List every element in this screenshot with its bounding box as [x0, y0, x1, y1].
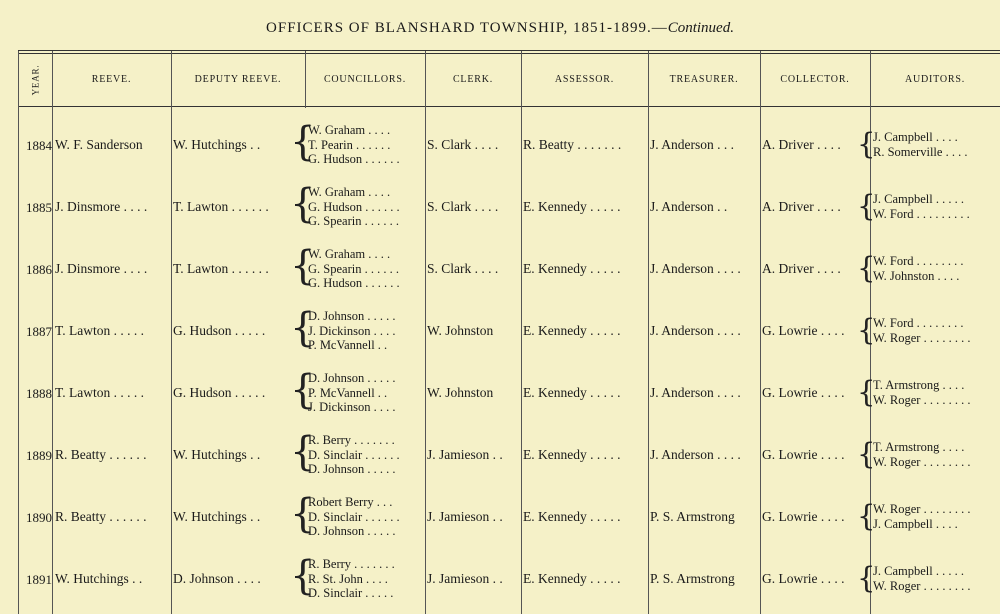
- treasurer-cell: J. Anderson . .: [650, 199, 728, 214]
- councillor-name: G. Spearin . . . . . .: [308, 214, 399, 228]
- table-row: [0, 302, 1000, 362]
- auditors-brace: {: [857, 189, 876, 223]
- councillors-brace: {: [290, 181, 316, 227]
- deputy-reeve-cell: W. Hutchings . .: [173, 447, 261, 462]
- treasurer-cell: J. Anderson . . . .: [650, 447, 741, 462]
- assessor-cell: E. Kennedy . . . . .: [523, 323, 621, 338]
- councillor-name: R. Berry . . . . . . .: [308, 433, 395, 447]
- auditors-cell: [873, 192, 997, 222]
- reeve-cell: R. Beatty . . . . . .: [55, 509, 147, 524]
- auditors-brace: {: [857, 251, 876, 285]
- table-row: [0, 178, 1000, 238]
- header-treasurer: TREASURER.: [669, 73, 739, 85]
- councillors-cell: [308, 123, 426, 167]
- assessor-cell: E. Kennedy . . . . .: [523, 571, 621, 586]
- auditors-cell: [873, 316, 997, 346]
- auditors-brace: {: [857, 561, 876, 595]
- clerk-cell: J. Jamieson . .: [427, 447, 503, 462]
- header-collector: COLLECTOR.: [780, 73, 850, 85]
- treasurer-cell: J. Anderson . . .: [650, 137, 734, 152]
- year-cell: 1890: [26, 510, 52, 525]
- table-row: [0, 426, 1000, 486]
- councillor-name: D. Johnson . . . . .: [308, 371, 396, 385]
- auditors-cell: [873, 502, 997, 532]
- year-cell: 1885: [26, 200, 52, 215]
- clerk-cell: S. Clark . . . .: [427, 199, 499, 214]
- auditor-name: J. Campbell . . . . .: [873, 192, 964, 206]
- auditor-name: J. Campbell . . . .: [873, 517, 958, 531]
- table-row: [0, 550, 1000, 610]
- councillor-name: P. McVannell . .: [308, 338, 388, 352]
- auditor-name: W. Roger . . . . . . . .: [873, 393, 971, 407]
- clerk-cell: S. Clark . . . .: [427, 261, 499, 276]
- councillors-cell: [308, 185, 426, 229]
- councillors-brace: {: [290, 429, 316, 475]
- auditors-cell: [873, 564, 997, 594]
- reeve-cell: J. Dinsmore . . . .: [55, 199, 148, 214]
- assessor-cell: E. Kennedy . . . . .: [523, 385, 621, 400]
- councillors-brace: {: [290, 305, 316, 351]
- header-bottom-rule: [18, 106, 1000, 107]
- treasurer-cell: J. Anderson . . . .: [650, 261, 741, 276]
- deputy-reeve-cell: D. Johnson . . . .: [173, 571, 261, 586]
- collector-cell: G. Lowrie . . . .: [762, 385, 845, 400]
- table-top-rule: [18, 50, 1000, 51]
- auditors-cell: [873, 440, 997, 470]
- auditors-cell: [873, 254, 997, 284]
- year-cell: 1886: [26, 262, 52, 277]
- auditor-name: W. Roger . . . . . . . .: [873, 502, 971, 516]
- councillors-brace: {: [290, 553, 316, 599]
- auditor-name: T. Armstrong . . . .: [873, 440, 965, 454]
- councillor-name: G. Hudson . . . . . .: [308, 276, 400, 290]
- reeve-cell: J. Dinsmore . . . .: [55, 261, 148, 276]
- year-cell: 1888: [26, 386, 52, 401]
- auditor-name: T. Armstrong . . . .: [873, 378, 965, 392]
- clerk-cell: S. Clark . . . .: [427, 137, 499, 152]
- page-title: OFFICERS OF BLANSHARD TOWNSHIP, 1851-1899.—Continued.: [266, 20, 734, 36]
- header-councillors: COUNCILLORS.: [323, 73, 407, 85]
- treasurer-cell: P. S. Armstrong: [650, 571, 735, 586]
- councillor-name: G. Spearin . . . . . .: [308, 261, 399, 276]
- councillors-brace: {: [290, 491, 316, 537]
- councillors-cell: [308, 371, 426, 415]
- auditors-cell: [873, 130, 997, 160]
- header-deputy-reeve: DEPUTY REEVE.: [194, 73, 282, 85]
- table-row: [0, 116, 1000, 176]
- collector-cell: A. Driver . . . .: [762, 199, 841, 214]
- table-row: [0, 364, 1000, 424]
- councillor-name: D. Sinclair . . . . . .: [308, 509, 400, 524]
- auditors-brace: {: [857, 127, 876, 161]
- reeve-cell: T. Lawton . . . . .: [55, 385, 144, 400]
- councillors-cell: [308, 247, 426, 291]
- councillors-cell: [308, 495, 426, 539]
- auditor-name: W. Ford . . . . . . . .: [873, 316, 964, 330]
- auditor-name: R. Somerville . . . .: [873, 145, 968, 159]
- councillor-name: R. St. John . . . .: [308, 571, 388, 586]
- reeve-cell: W. F. Sanderson: [55, 137, 143, 152]
- auditors-brace: {: [857, 437, 876, 471]
- councillor-name: Robert Berry . . .: [308, 495, 393, 509]
- councillors-cell: [308, 433, 426, 477]
- councillors-cell: [308, 309, 426, 353]
- clerk-cell: W. Johnston: [427, 385, 494, 400]
- header-reeve: REEVE.: [91, 73, 132, 85]
- councillor-name: J. Dickinson . . . .: [308, 400, 396, 414]
- councillor-name: D. Johnson . . . . .: [308, 524, 396, 538]
- councillors-brace: {: [290, 367, 316, 413]
- auditors-brace: {: [857, 313, 876, 347]
- councillors-cell: [308, 557, 426, 601]
- clerk-cell: W. Johnston: [427, 323, 494, 338]
- clerk-cell: J. Jamieson . .: [427, 571, 503, 586]
- collector-cell: A. Driver . . . .: [762, 261, 841, 276]
- auditor-name: W. Roger . . . . . . . .: [873, 331, 971, 345]
- collector-cell: G. Lowrie . . . .: [762, 323, 845, 338]
- header-auditors: AUDITORS.: [904, 73, 966, 85]
- table-row: [0, 240, 1000, 300]
- treasurer-cell: P. S. Armstrong: [650, 509, 735, 524]
- councillor-name: T. Pearin . . . . . .: [308, 137, 391, 152]
- treasurer-cell: J. Anderson . . . .: [650, 323, 741, 338]
- deputy-reeve-cell: W. Hutchings . .: [173, 137, 261, 152]
- auditor-name: W. Roger . . . . . . . .: [873, 455, 971, 469]
- councillor-name: D. Johnson . . . . .: [308, 309, 396, 323]
- auditor-name: J. Campbell . . . . .: [873, 564, 964, 578]
- councillor-name: R. Berry . . . . . . .: [308, 557, 395, 571]
- treasurer-cell: J. Anderson . . . .: [650, 385, 741, 400]
- assessor-cell: E. Kennedy . . . . .: [523, 199, 621, 214]
- councillor-name: J. Dickinson . . . .: [308, 323, 396, 338]
- councillor-name: G. Hudson . . . . . .: [308, 152, 400, 166]
- deputy-reeve-cell: G. Hudson . . . . .: [173, 323, 266, 338]
- assessor-cell: E. Kennedy . . . . .: [523, 447, 621, 462]
- councillor-name: D. Sinclair . . . . . .: [308, 447, 400, 462]
- reeve-cell: W. Hutchings . .: [55, 571, 143, 586]
- reeve-cell: T. Lawton . . . . .: [55, 323, 144, 338]
- year-cell: 1891: [26, 572, 52, 587]
- deputy-reeve-cell: W. Hutchings . .: [173, 509, 261, 524]
- collector-cell: G. Lowrie . . . .: [762, 509, 845, 524]
- councillors-brace: {: [290, 119, 316, 165]
- auditors-brace: {: [857, 375, 876, 409]
- header-clerk: CLERK.: [452, 73, 494, 85]
- reeve-cell: R. Beatty . . . . . .: [55, 447, 147, 462]
- councillor-name: W. Graham . . . .: [308, 185, 391, 199]
- councillor-name: P. McVannell . .: [308, 385, 388, 400]
- assessor-cell: E. Kennedy . . . . .: [523, 509, 621, 524]
- councillor-name: G. Hudson . . . . . .: [308, 199, 400, 214]
- header-assessor: ASSESSOR.: [554, 73, 615, 85]
- auditors-brace: {: [857, 499, 876, 533]
- year-cell: 1884: [26, 138, 52, 153]
- auditor-name: W. Johnston . . . .: [873, 269, 960, 283]
- collector-cell: G. Lowrie . . . .: [762, 447, 845, 462]
- councillor-name: W. Graham . . . .: [308, 123, 391, 137]
- auditor-name: J. Campbell . . . .: [873, 130, 958, 144]
- auditor-name: W. Roger . . . . . . . .: [873, 579, 971, 593]
- councillor-name: W. Graham . . . .: [308, 247, 391, 261]
- year-cell: 1889: [26, 448, 52, 463]
- deputy-reeve-cell: G. Hudson . . . . .: [173, 385, 266, 400]
- table-row: [0, 488, 1000, 548]
- auditor-name: W. Ford . . . . . . . . .: [873, 207, 970, 221]
- header-year: YEAR.: [30, 64, 40, 96]
- deputy-reeve-cell: T. Lawton . . . . . .: [173, 261, 269, 276]
- councillor-name: D. Johnson . . . . .: [308, 462, 396, 476]
- assessor-cell: E. Kennedy . . . . .: [523, 261, 621, 276]
- year-cell: 1887: [26, 324, 52, 339]
- auditor-name: W. Ford . . . . . . . .: [873, 254, 964, 268]
- auditors-cell: [873, 378, 997, 408]
- collector-cell: G. Lowrie . . . .: [762, 571, 845, 586]
- councillor-name: D. Sinclair . . . . .: [308, 586, 394, 600]
- clerk-cell: J. Jamieson . .: [427, 509, 503, 524]
- councillors-brace: {: [290, 243, 316, 289]
- assessor-cell: R. Beatty . . . . . . .: [523, 137, 622, 152]
- collector-cell: A. Driver . . . .: [762, 137, 841, 152]
- deputy-reeve-cell: T. Lawton . . . . . .: [173, 199, 269, 214]
